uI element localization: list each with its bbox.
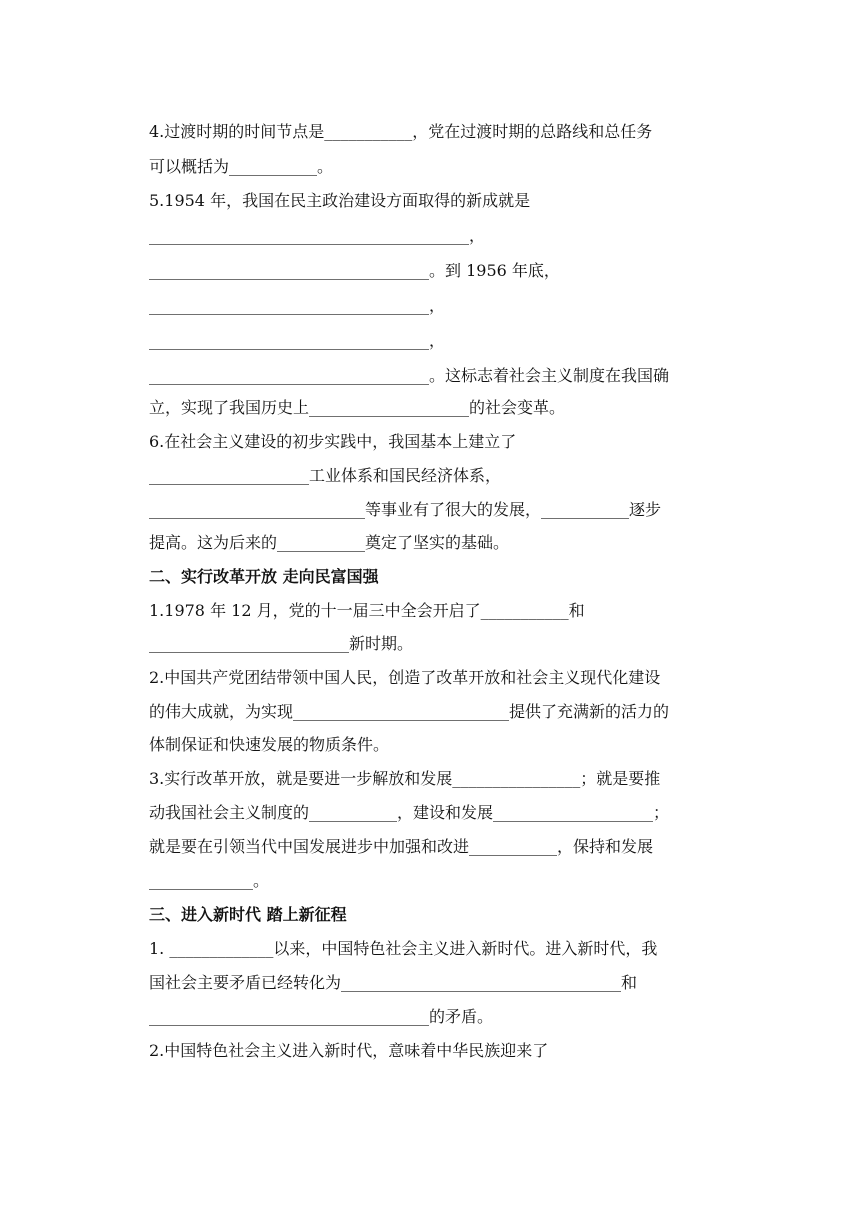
text-line: ___________________________________的矛盾。 [149,1007,494,1026]
text-line: 就是要在引领当代中国发展进步中加强和改进___________，保持和发展 [149,837,654,856]
text-line: ____________________工业体系和国民经济体系， [149,466,502,485]
text-line: 体制保证和快速发展的物质条件。 [149,735,390,754]
text-line: 4.过渡时期的时间节点是___________，党在过渡时期的总路线和总任务 [149,122,653,141]
text-line: 动我国社会主义制度的___________，建设和发展____________________； [149,803,670,822]
text-line: _________________________新时期。 [149,634,414,653]
text-line: 2.中国特色社会主义进入新时代，意味着中华民族迎来了 [149,1041,549,1060]
text-line: _____________。 [149,871,270,890]
text-line: 1. _____________以来，中国特色社会主义进入新时代。进入新时代，我 [149,939,658,958]
section-heading: 三、进入新时代 踏上新征程 [149,905,347,924]
text-line: 的伟大成就，为实现___________________________提供了充满新的活力的 [149,702,670,721]
text-line: 3.实行改革开放，就是要进一步解放和发展________________；就是要推 [149,769,661,788]
text-line: ________________________________________， [149,226,486,245]
text-line: ___________________________________。到 1956 年底， [149,261,560,280]
text-line: ___________________________________， [149,331,446,350]
text-line: 可以概括为___________。 [149,157,334,176]
text-line: 2.中国共产党团结带领中国人民，创造了改革开放和社会主义现代化建设 [149,668,661,687]
text-line: ___________________________________， [149,296,446,315]
text-line: ___________________________等事业有了很大的发展，___________逐步 [149,500,662,519]
section-heading: 二、实行改革开放 走向民富国强 [149,567,379,586]
text-line: 5.1954 年，我国在民主政治建设方面取得的新成就是 [149,191,531,210]
text-line: 立，实现了我国历史上____________________的社会变革。 [149,398,566,417]
text-line: 国社会主要矛盾已经转化为___________________________________和 [149,973,638,992]
text-line: 提高。这为后来的___________奠定了坚实的基础。 [149,533,510,552]
text-line: 6.在社会主义建设的初步实践中，我国基本上建立了 [149,432,517,451]
text-line: ___________________________________。这标志着社会主义制度在我国确 [149,366,670,385]
text-line: 1.1978 年 12 月，党的十一届三中全会开启了___________和 [149,601,585,620]
